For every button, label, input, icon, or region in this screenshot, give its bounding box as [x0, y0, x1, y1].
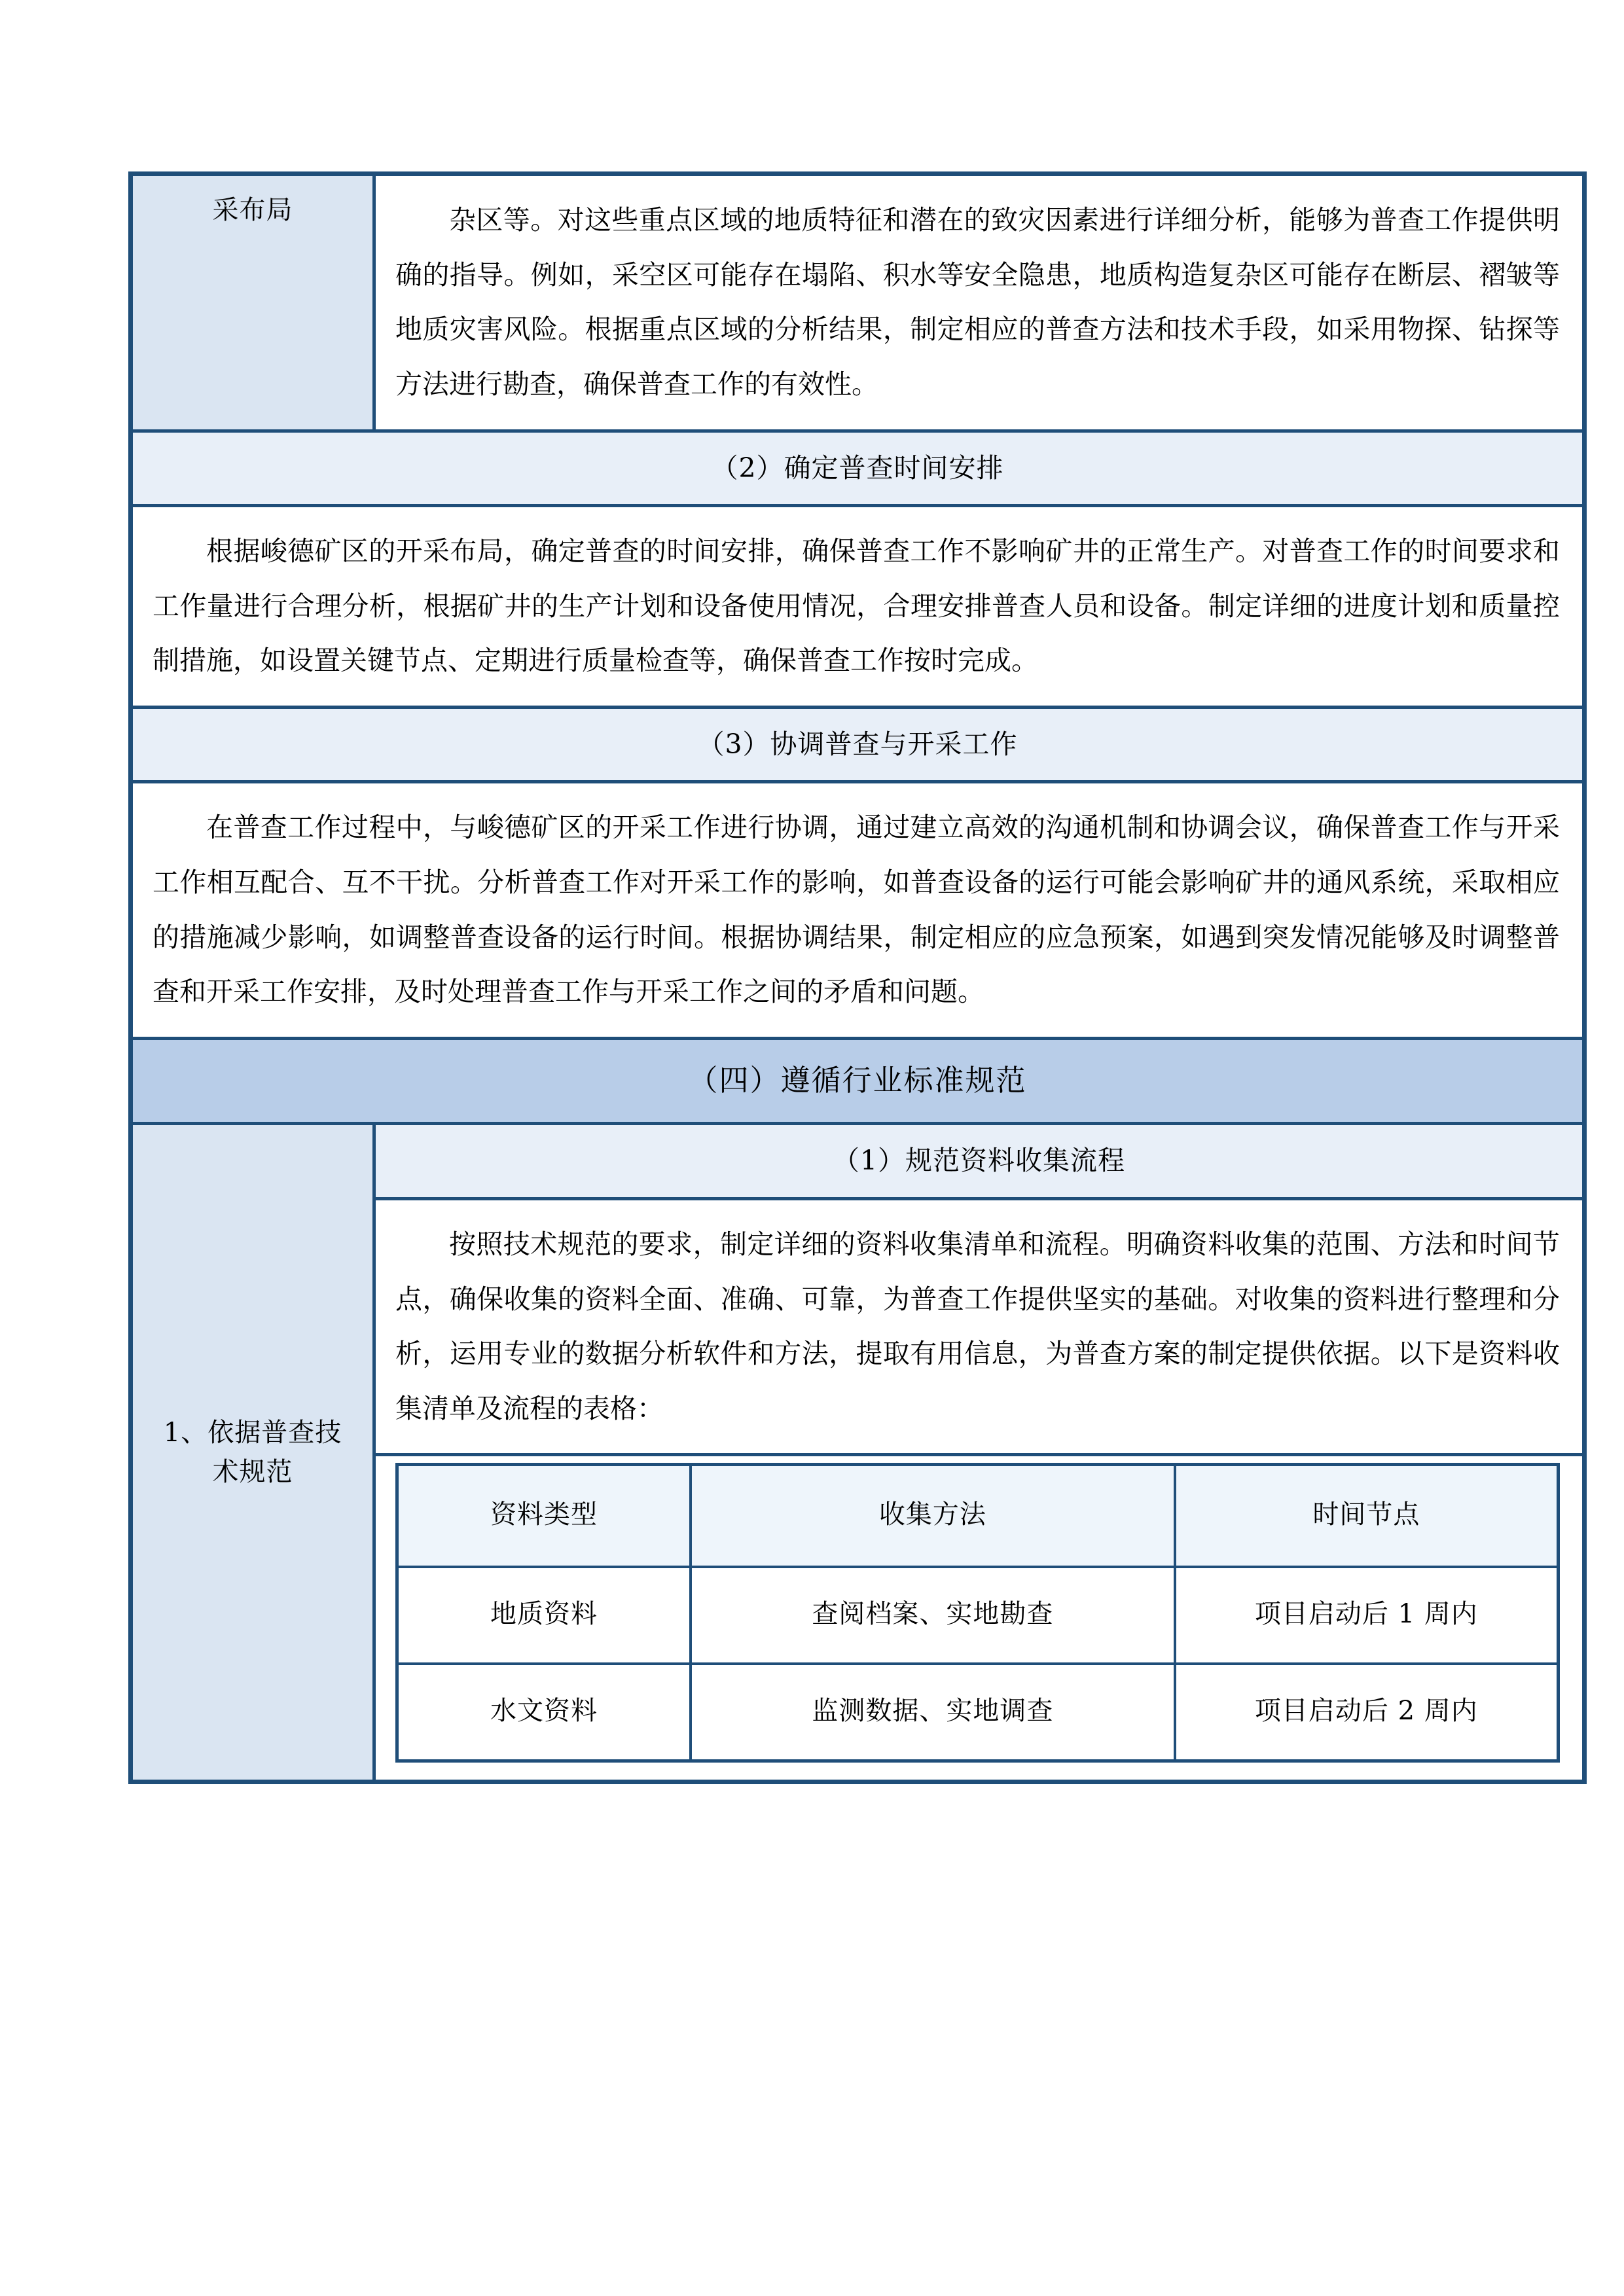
subheading-3-text: （3）协调普查与开采工作 — [697, 728, 1018, 760]
paragraph-3: 在普查工作过程中，与峻德矿区的开采工作进行协调，通过建立高效的沟通机制和协调会议，确保普查工作与开采工作相互配合、互不干扰。分析普查工作对开采工作的影响，如普查设备的运行可能会影响矿井的通风系统，采取相应的措施减少影响，如调整普查设备的运行时间。根据协调结果，制定相应的应急预案，如遇到突发情况能够及时调整普查和开采工作安排，及时处理普查工作与开采工作之间的矛盾和问题。 — [153, 812, 1560, 1008]
table-row — [131, 431, 1585, 506]
cell-time: 项目启动后 2 周内 — [1175, 1664, 1559, 1761]
subheading-row-2 — [131, 431, 1585, 506]
subheading-row-4-1 — [374, 1124, 1585, 1199]
table-row — [131, 1038, 1585, 1124]
row-label-section-1: 1、依据普查技术规范 — [131, 1124, 374, 1782]
body-cell-para-4-1 — [374, 1198, 1585, 1455]
body-cell-para-continuation — [374, 174, 1585, 431]
cell-method: 查阅档案、实地勘查 — [691, 1567, 1175, 1664]
table-header-row — [397, 1465, 1559, 1568]
table-row — [397, 1567, 1559, 1664]
table-row — [131, 782, 1585, 1039]
table-row — [131, 506, 1585, 708]
table-row — [131, 1124, 1585, 1199]
section-heading-row-4 — [131, 1038, 1585, 1124]
col-header-time: 时间节点 — [1175, 1465, 1559, 1568]
data-collection-table — [395, 1463, 1560, 1763]
cell-time: 项目启动后 1 周内 — [1175, 1567, 1559, 1664]
cell-type: 水文资料 — [397, 1664, 691, 1761]
table-row — [397, 1664, 1559, 1761]
paragraph-4-1: 按照技术规范的要求，制定详细的资料收集清单和流程。明确资料收集的范围、方法和时间节点，确保收集的资料全面、准确、可靠，为普查工作提供坚实的基础。对收集的资料进行整理和分析，运用专业的数据分析软件和方法，提取有用信息，为普查方案的制定提供依据。以下是资料收集清单及流程的表格： — [395, 1228, 1560, 1424]
inner-table-wrapper — [376, 1456, 1582, 1780]
row-label-caibuju: 采布局 — [131, 174, 374, 431]
section-heading-4-text: （四）遵循行业标准规范 — [688, 1062, 1027, 1098]
table-row — [131, 174, 1585, 431]
cell-method: 监测数据、实地调查 — [691, 1664, 1175, 1761]
body-cell-para-2 — [131, 506, 1585, 708]
subheading-2-text: （2）确定普查时间安排 — [711, 452, 1004, 484]
cell-type: 地质资料 — [397, 1567, 691, 1664]
subheading-row-3 — [131, 707, 1585, 782]
body-cell-inner-table — [374, 1455, 1585, 1782]
table-row — [131, 707, 1585, 782]
main-document-table — [128, 171, 1587, 1784]
col-header-method: 收集方法 — [691, 1465, 1175, 1568]
paragraph-2: 根据峻德矿区的开采布局，确定普查的时间安排，确保普查工作不影响矿井的正常生产。对普查工作的时间要求和工作量进行合理分析，根据矿井的生产计划和设备使用情况，合理安排普查人员和设备。制定详细的进度计划和质量控制措施，如设置关键节点、定期进行质量检查等，确保普查工作按时完成。 — [153, 535, 1560, 677]
col-header-type: 资料类型 — [397, 1465, 691, 1568]
body-cell-para-3 — [131, 782, 1585, 1039]
subheading-4-1-text: （1）规范资料收集流程 — [832, 1145, 1126, 1177]
paragraph-continuation: 杂区等。对这些重点区域的地质特征和潜在的致灾因素进行详细分析，能够为普查工作提供明确的指导。例如，采空区可能存在塌陷、积水等安全隐患，地质构造复杂区可能存在断层、褶皱等地质灾害风险。根据重点区域的分析结果，制定相应的普查方法和技术手段，如采用物探、钻探等方法进行勘查，确保普查工作的有效性。 — [395, 204, 1560, 400]
